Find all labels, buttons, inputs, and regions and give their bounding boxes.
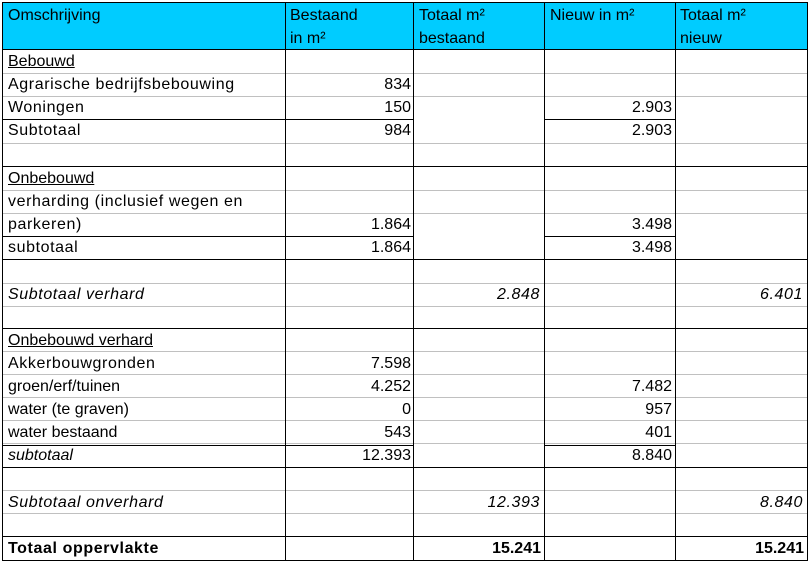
border-left [2,2,3,561]
border-bottom [2,560,808,561]
header-omschrijving: Omschrijving [8,7,101,24]
column-rule [413,2,414,561]
section-rule [2,259,808,260]
section-rule [2,467,808,468]
row-label: parkeren) [8,216,82,233]
column-rule [675,2,676,561]
row-label: subtotaal [8,239,79,256]
row-label: subtotaal [8,447,73,464]
cell-nieuw[interactable]: 8.840 [631,447,672,464]
cell-nieuw[interactable]: 2.903 [631,99,672,116]
row-label-subtotaal-verhard: Subtotaal verhard [8,286,145,303]
row-label: Agrarische bedrijfsbebouwing [8,76,235,93]
cell-totaal-bestaand[interactable]: 2.848 [496,286,540,303]
cell-bestaand[interactable]: 1.864 [370,239,411,256]
row-label: Woningen [8,99,85,116]
cell-totaal-bestaand[interactable]: 15.241 [492,540,541,557]
cell-totaal-bestaand[interactable]: 12.393 [487,494,540,511]
header-bestaand-line1: Bestaand [290,7,358,24]
row-label: water (te graven) [8,401,129,418]
section-heading-onbebouwd-verhard: Onbebouwd verhard [8,332,153,349]
cell-bestaand[interactable]: 12.393 [362,447,411,464]
cell-nieuw[interactable]: 3.498 [631,216,672,233]
header-bestaand-line2: in m² [290,30,326,47]
section-rule [2,166,808,167]
cell-bestaand[interactable]: 834 [384,76,411,93]
row-label: water bestaand [8,424,118,441]
cell-nieuw[interactable]: 401 [645,424,672,441]
section-heading-onbebouwd: Onbebouwd [8,170,95,187]
cell-totaal-nieuw[interactable]: 8.840 [759,494,803,511]
row-label-totaal: Totaal oppervlakte [8,540,159,557]
header-totaal-nieuw-line1: Totaal m² [680,7,746,24]
cell-bestaand[interactable]: 1.864 [370,216,411,233]
header-totaal-bestaand-line2: bestaand [419,30,485,47]
cell-bestaand[interactable]: 150 [384,99,411,116]
cell-totaal-nieuw[interactable]: 6.401 [759,286,803,303]
cell-nieuw[interactable]: 2.903 [631,122,672,139]
cell-bestaand[interactable]: 0 [402,401,411,418]
cell-bestaand[interactable]: 984 [384,122,411,139]
row-label-subtotaal-onverhard: Subtotaal onverhard [8,494,164,511]
header-totaal-bestaand-line1: Totaal m² [419,7,485,24]
row-label: Subtotaal [8,122,82,139]
border-right [807,2,808,561]
gridline [3,306,807,307]
section-heading-bebouwd: Bebouwd [8,53,75,70]
cell-totaal-nieuw[interactable]: 15.241 [755,540,804,557]
header-nieuw: Nieuw in m² [550,7,635,24]
cell-nieuw[interactable]: 957 [645,401,672,418]
cell-nieuw[interactable]: 7.482 [631,378,672,395]
cell-nieuw[interactable]: 3.498 [631,239,672,256]
cell-bestaand[interactable]: 4.252 [370,378,411,395]
header-totaal-nieuw-line2: nieuw [680,30,722,47]
gridline [3,143,807,144]
border-top [2,2,808,3]
row-label: Akkerbouwgronden [8,355,156,372]
cell-bestaand[interactable]: 7.598 [370,355,411,372]
column-rule [544,2,545,561]
row-label: verharding (inclusief wegen en [8,193,244,210]
cell-bestaand[interactable]: 543 [384,424,411,441]
row-label: groen/erf/tuinen [8,378,121,395]
